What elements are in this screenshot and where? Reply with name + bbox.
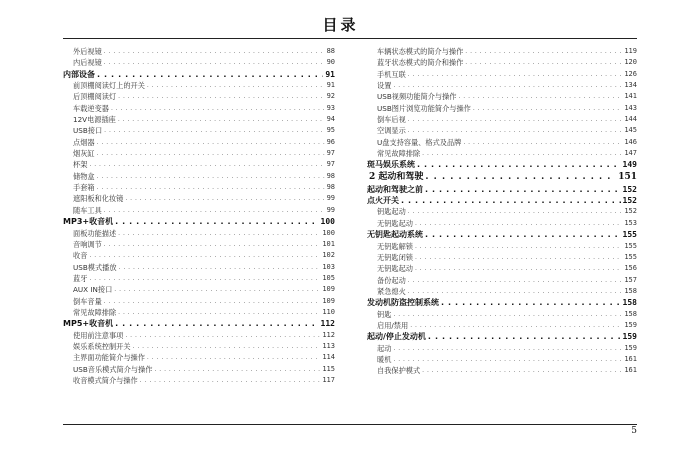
toc-entry-page: 158	[624, 309, 637, 318]
toc-entry-page: 112	[320, 319, 335, 329]
toc-entry-page: 88	[326, 47, 335, 55]
toc-entry	[63, 239, 335, 250]
toc-entry-page: 155	[624, 241, 637, 250]
toc-entry-page: 117	[322, 375, 335, 384]
dot-leader	[415, 263, 622, 274]
dot-leader	[417, 159, 621, 170]
toc-entry-label: 烟灰缸	[73, 149, 95, 159]
toc-entry	[367, 297, 637, 308]
toc-entry	[367, 343, 637, 354]
toc-entry-page: 100	[322, 228, 335, 237]
toc-entry-page: 97	[326, 149, 335, 158]
toc-entry	[367, 46, 637, 57]
toc-entry-label: 手机互联	[377, 69, 406, 79]
dot-leader	[97, 137, 325, 148]
toc-entry	[63, 57, 335, 68]
toc-entry-page: 112	[322, 330, 335, 339]
toc-entry-label: 发动机防盗控制系统	[367, 298, 439, 308]
toc-entry-label: 主界面功能简介与操作	[73, 353, 145, 363]
toc-entry-page: 147	[624, 149, 637, 158]
toc-entry-label: 使用前注意事项	[73, 330, 124, 340]
dot-leader	[441, 297, 621, 308]
toc-entry-label: 无钥匙起动	[377, 218, 413, 228]
toc-entry-page: 143	[624, 103, 637, 112]
toc-entry-page: 96	[326, 137, 335, 146]
dot-leader	[104, 46, 325, 57]
dot-leader	[422, 148, 622, 159]
toc-entry	[367, 241, 637, 252]
toc-entry-page: 99	[326, 205, 335, 214]
toc-entry-page: 157	[624, 275, 637, 284]
toc-entry-label: 收音模式简介与操作	[73, 375, 138, 385]
toc-entry	[63, 228, 335, 239]
toc-entry	[367, 69, 637, 80]
toc-entry-label: 启用/禁用	[377, 320, 409, 330]
toc-entry-label: 面板功能描述	[73, 228, 117, 238]
toc-entry-label: 空调显示	[377, 126, 406, 136]
toc-entry-page: 99	[326, 194, 335, 203]
toc-entry-label: 点烟器	[73, 137, 95, 147]
dot-leader	[428, 331, 621, 342]
toc-entry-page: 101	[322, 239, 335, 248]
toc-entry	[63, 375, 335, 386]
toc-entry-page: 159	[624, 320, 637, 329]
toc-entry	[63, 205, 335, 216]
dot-leader	[408, 275, 623, 286]
dot-leader	[97, 148, 325, 159]
toc-entry-page: 109	[322, 296, 335, 305]
toc-entry	[367, 218, 637, 229]
toc-entry-label: 常见故障排除	[377, 149, 421, 159]
toc-entry	[367, 91, 637, 102]
dot-leader	[408, 206, 623, 217]
toc-entry-label: 无钥匙起动	[377, 264, 413, 274]
dot-leader	[401, 195, 621, 206]
dot-leader	[89, 250, 320, 261]
toc-entry	[367, 80, 637, 91]
toc-entry-page: 159	[624, 343, 637, 352]
dot-leader	[147, 80, 325, 91]
toc-entry-label: 无钥匙解锁	[377, 241, 413, 251]
toc-entry	[63, 341, 335, 352]
toc-entry	[367, 252, 637, 263]
toc-entry-page: 161	[624, 366, 637, 375]
dot-leader	[458, 91, 622, 102]
toc-entry	[367, 171, 637, 184]
toc-entry-page: 144	[624, 115, 637, 124]
toc-entry-label: 2 起动和驾驶	[369, 171, 424, 182]
toc-entry-label: 外后视镜	[73, 47, 102, 56]
toc-entry-label: MP3+收音机	[63, 217, 114, 227]
toc-entry-label: 蓝牙状态模式的简介和操作	[377, 58, 464, 68]
toc-entry	[367, 275, 637, 286]
dot-leader	[408, 286, 623, 297]
toc-entry	[63, 364, 335, 375]
toc-entry-label: 点火开关	[367, 196, 399, 206]
toc-entry-label: 车载逆变器	[73, 103, 109, 113]
toc-entry-label: 储物盒	[73, 171, 95, 181]
toc-entry-label: 常见故障排除	[73, 307, 117, 317]
toc-entry	[63, 262, 335, 273]
toc-entry	[367, 206, 637, 217]
toc-entry-page: 152	[622, 196, 637, 206]
dot-leader	[465, 46, 622, 57]
toc-entry-label: 遮阳板和化妆镜	[73, 194, 124, 204]
toc-entry-page: 159	[622, 332, 637, 342]
toc-entry-label: 前顶棚阅读灯上的开关	[73, 81, 145, 91]
toc-entry	[367, 331, 637, 342]
dot-leader	[393, 343, 622, 354]
toc-entry-page: 100	[320, 217, 335, 227]
dot-leader	[114, 284, 320, 295]
dot-leader	[408, 69, 623, 80]
toc-entry	[63, 307, 335, 318]
toc-entry	[63, 91, 335, 102]
dot-leader	[425, 171, 616, 184]
toc-entry-page: 94	[326, 115, 335, 124]
dot-leader	[97, 171, 325, 182]
toc-entry-label: 设置	[377, 81, 392, 91]
toc-entry-label: 起动	[377, 343, 392, 353]
toc-entry	[63, 318, 335, 329]
dot-leader	[118, 228, 320, 239]
dot-leader	[408, 114, 623, 125]
toc-entry-label: MP5+收音机	[63, 319, 114, 329]
toc-entry	[63, 103, 335, 114]
toc-entry-label: 收音	[73, 251, 88, 261]
toc-entry-label: USB视频功能简介与操作	[377, 92, 457, 102]
toc-entry-label: AUX IN接口	[73, 285, 113, 295]
toc-entry-label: USB模式播放	[73, 262, 117, 272]
toc-entry-page: 149	[622, 160, 637, 170]
toc-entry-page: 109	[322, 285, 335, 294]
dot-leader	[133, 341, 321, 352]
toc-entry	[367, 229, 637, 240]
toc-entry	[63, 80, 335, 91]
toc-entry-page: 90	[326, 58, 335, 67]
toc-entry-label: 蓝牙	[73, 273, 88, 283]
toc-entry-page: 114	[322, 353, 335, 362]
dot-leader	[89, 159, 324, 170]
dot-leader	[118, 91, 324, 102]
toc-entry	[367, 125, 637, 136]
toc-entry	[63, 250, 335, 261]
dot-leader	[410, 320, 622, 331]
toc-left-column	[63, 46, 335, 386]
toc-entry	[367, 365, 637, 376]
toc-entry-page: 153	[624, 218, 637, 227]
toc-entry	[63, 182, 335, 193]
toc-entry	[367, 184, 637, 195]
toc-entry-page: 155	[624, 252, 637, 261]
toc-entry	[63, 296, 335, 307]
toc-entry-label: U盘支持容量、格式及品牌	[377, 137, 462, 147]
toc-entry-page: 92	[326, 92, 335, 101]
dot-leader	[415, 241, 622, 252]
dot-leader	[104, 296, 321, 307]
toc-entry-page: 155	[622, 230, 637, 240]
toc-entry	[63, 352, 335, 363]
toc-entry-label: 内后视镜	[73, 58, 102, 68]
toc-entry	[367, 148, 637, 159]
toc-entry-page: 161	[624, 354, 637, 363]
dot-leader	[89, 273, 320, 284]
dot-leader	[463, 137, 622, 148]
toc-entry-page: 98	[326, 183, 335, 192]
toc-entry-label: 倒车音量	[73, 296, 102, 306]
toc-entry-page: 102	[322, 251, 335, 260]
dot-leader	[97, 69, 323, 80]
toc-entry-page: 98	[326, 171, 335, 180]
toc-entry-label: 备份起动	[377, 275, 406, 285]
toc-entry-page: 134	[624, 81, 637, 90]
toc-entry-label: 起动/停止发动机	[367, 332, 426, 342]
dot-leader	[97, 182, 325, 193]
toc-entry-page: 152	[624, 207, 637, 216]
toc-entry-page: 151	[618, 171, 637, 182]
dot-leader	[415, 218, 622, 229]
dot-leader	[415, 252, 622, 263]
bottom-rule	[63, 424, 637, 425]
dot-leader	[393, 80, 622, 91]
toc-entry-label: 钥匙	[377, 309, 392, 319]
toc-entry	[367, 309, 637, 320]
toc-entry-page: 141	[624, 92, 637, 101]
dot-leader	[147, 352, 320, 363]
toc-entry-page: 152	[622, 184, 637, 194]
toc-entry	[367, 114, 637, 125]
toc-entry	[63, 193, 335, 204]
toc-entry-label: 手套箱	[73, 183, 95, 193]
page-number: 5	[631, 426, 637, 436]
toc-entry-page: 110	[322, 307, 335, 316]
toc-entry-page: 126	[624, 69, 637, 78]
toc-entry-label: 无钥匙闭锁	[377, 252, 413, 262]
toc-entry-page: 158	[622, 298, 637, 308]
toc-entry-label: 自我保护模式	[377, 366, 421, 376]
dot-leader	[115, 318, 318, 329]
toc-entry	[63, 114, 335, 125]
toc-entry	[367, 137, 637, 148]
page-title: 目录	[322, 16, 359, 34]
dot-leader	[104, 205, 325, 216]
toc-entry-page: 145	[624, 126, 637, 135]
toc-entry-page: 103	[322, 262, 335, 271]
dot-leader	[104, 125, 324, 136]
toc-entry	[367, 320, 637, 331]
toc-entry	[367, 263, 637, 274]
toc-entry-label: 音响调节	[73, 239, 102, 249]
toc-entry	[63, 284, 335, 295]
toc-entry-label: 斑马娱乐系统	[367, 160, 415, 170]
dot-leader	[422, 365, 622, 376]
toc-entry-label: USB接口	[73, 126, 103, 136]
toc-entry	[63, 46, 335, 57]
toc-entry-page: 156	[624, 264, 637, 273]
toc-entry-label: 钥匙起动	[377, 207, 406, 217]
toc-entry-label: 12V电源插座	[73, 115, 116, 125]
dot-leader	[425, 184, 621, 195]
toc-entry-label: 杯架	[73, 160, 88, 170]
toc-entry-page: 91	[325, 69, 335, 79]
toc-entry	[63, 273, 335, 284]
toc-entry-label: 暖机	[377, 354, 392, 364]
dot-leader	[104, 239, 321, 250]
toc-entry-label: 内部设备	[63, 69, 95, 79]
toc-entry-label: USB音乐模式简介与操作	[73, 364, 153, 374]
toc-entry	[367, 57, 637, 68]
dot-leader	[125, 193, 324, 204]
toc-entry-label: 后顶棚阅读灯	[73, 92, 117, 102]
toc-entry-page: 115	[322, 364, 335, 373]
toc-entry-label: 紧急熄火	[377, 286, 406, 296]
dot-leader	[393, 309, 622, 320]
dot-leader	[104, 57, 325, 68]
dot-leader	[154, 364, 320, 375]
toc-entry-page: 105	[322, 273, 335, 282]
toc-entry	[63, 171, 335, 182]
toc-entry-label: 车辆状态模式的简介与操作	[377, 47, 464, 56]
toc-entry-label: 起动和驾驶之前	[367, 184, 423, 194]
dot-leader	[118, 307, 320, 318]
toc-entry-page: 97	[326, 160, 335, 169]
top-rule	[63, 38, 637, 39]
toc-entry	[63, 216, 335, 227]
toc-entry	[63, 159, 335, 170]
toc-entry	[367, 354, 637, 365]
toc-entry-page: 146	[624, 137, 637, 146]
dot-leader	[140, 375, 321, 386]
toc-entry	[63, 137, 335, 148]
dot-leader	[118, 114, 325, 125]
toc-right-column	[367, 46, 637, 377]
toc-entry	[367, 286, 637, 297]
toc-entry	[367, 195, 637, 206]
dot-leader	[465, 57, 622, 68]
dot-leader	[393, 354, 622, 365]
toc-entry-page: 113	[322, 341, 335, 350]
toc-entry-page: 91	[326, 81, 335, 90]
dot-leader	[408, 125, 623, 136]
dot-leader	[119, 262, 321, 273]
dot-leader	[473, 103, 623, 114]
toc-entry-page: 119	[624, 47, 637, 55]
toc-entry-page: 93	[326, 103, 335, 112]
toc-entry-page: 95	[326, 126, 335, 135]
toc-entry-label: 无钥匙起动系统	[367, 230, 423, 240]
dot-leader	[425, 229, 621, 240]
toc-entry	[63, 69, 335, 80]
toc-entry	[63, 125, 335, 136]
toc-entry	[367, 103, 637, 114]
toc-entry-page: 158	[624, 286, 637, 295]
dot-leader	[125, 330, 320, 341]
dot-leader	[115, 216, 318, 227]
toc-entry-label: USB图片浏览功能简介与操作	[377, 103, 471, 113]
toc-entry-page: 120	[624, 58, 637, 67]
dot-leader	[111, 103, 325, 114]
toc-entry	[63, 330, 335, 341]
toc-entry-label: 倒车后视	[377, 115, 406, 125]
toc-entry	[367, 159, 637, 170]
toc-entry	[63, 148, 335, 159]
toc-entry-label: 随车工具	[73, 205, 102, 215]
toc-entry-label: 娱乐系统控制开关	[73, 341, 131, 351]
